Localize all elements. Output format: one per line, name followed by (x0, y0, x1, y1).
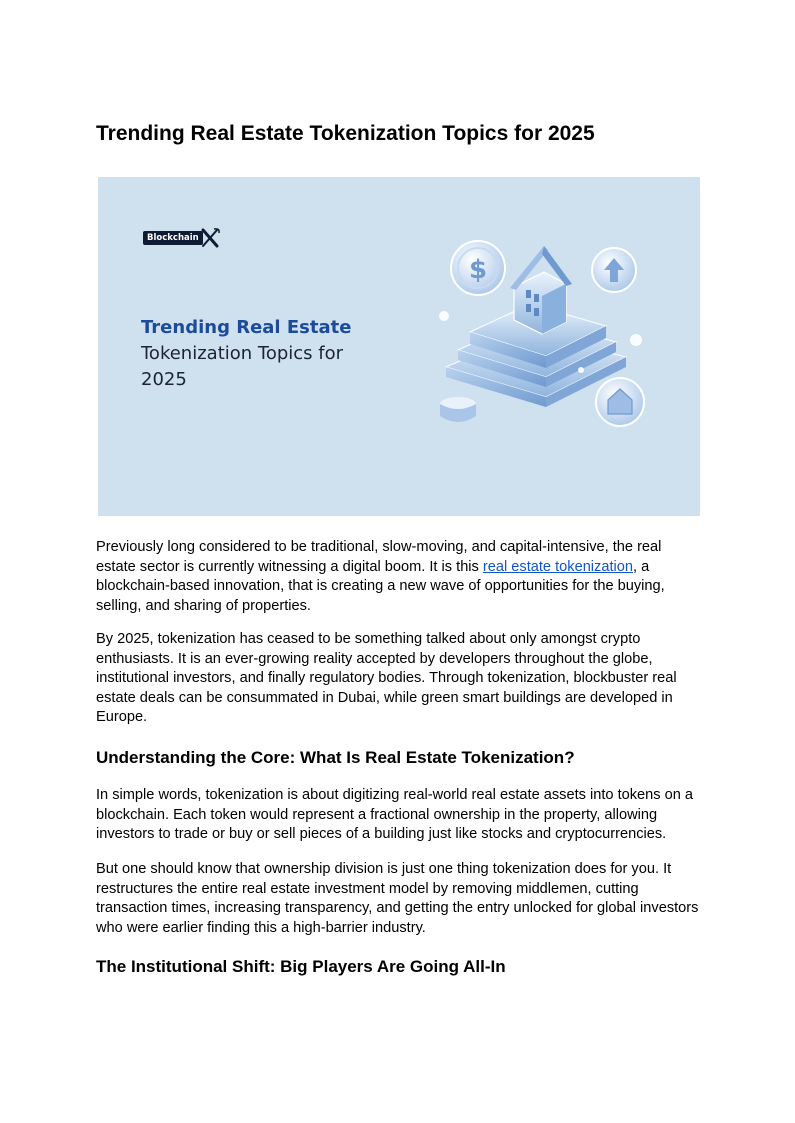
section-heading-institutional: The Institutional Shift: Big Players Are Going All-In (96, 957, 506, 976)
x-logo-icon (201, 227, 221, 249)
section-heading-core: Understanding the Core: What Is Real Estate Tokenization? (96, 748, 575, 767)
paragraph-definition: In simple words, tokenization is about digitizing real-world real estate assets into tokens on a blockchain. Each token would represent a fractional ownership in the property, allowing investors to trade or buy or sell pieces of a building just like stocks and cryptocurrencies. (96, 787, 694, 843)
house-icon (510, 246, 572, 334)
intro-text-end: , a blockchain-based innovation, that is creating a new wave of opportunities for the buying, selling, and sharing of properties. (96, 558, 665, 614)
tokenization-illustration (436, 232, 660, 442)
real-estate-tokenization-link[interactable]: real estate tokenization (482, 558, 633, 575)
svg-text:$: $ (468, 255, 488, 285)
banner-heading (141, 315, 351, 393)
banner-heading-accent: Trending Real Estate (141, 317, 352, 338)
token-cylinder-icon (440, 397, 476, 422)
arrow-up-icon (592, 248, 636, 292)
hero-banner (98, 177, 700, 516)
dollar-coin-icon (451, 241, 505, 295)
banner-heading-line3: 2025 (141, 369, 187, 390)
page-title: Trending Real Estate Tokenization Topics for 2025 (96, 122, 595, 145)
blockchainx-logo (143, 227, 219, 249)
intro-text-start: Previously long considered to be traditional, slow-moving, and capital-intensive, the real estate sector is currently witnessing a digital boom. It is this (96, 539, 662, 575)
logo-text: Blockchain (143, 231, 203, 245)
intro-paragraph (96, 538, 702, 616)
paragraph-2025: By 2025, tokenization has ceased to be something talked about only amongst crypto enthusiasts. It is an ever-growing reality accepted by developers throughout the globe, institutional investors, and finally regulatory bodies. Through tokenization, blockbuster real estate deals can be consummated in Dubai, while green smart buildings are developed in Europe. (96, 631, 677, 726)
paragraph-restructure: But one should know that ownership division is just one thing tokenization does for you. It restructures the entire real estate investment model by removing middlemen, cutting transaction times, increasing transparency, and getting the entry unlocked for global investors who were earlier finding this a high-barrier industry. (96, 861, 699, 936)
banner-heading-line2: Tokenization Topics for (141, 343, 344, 364)
home-coin-icon (596, 378, 644, 426)
